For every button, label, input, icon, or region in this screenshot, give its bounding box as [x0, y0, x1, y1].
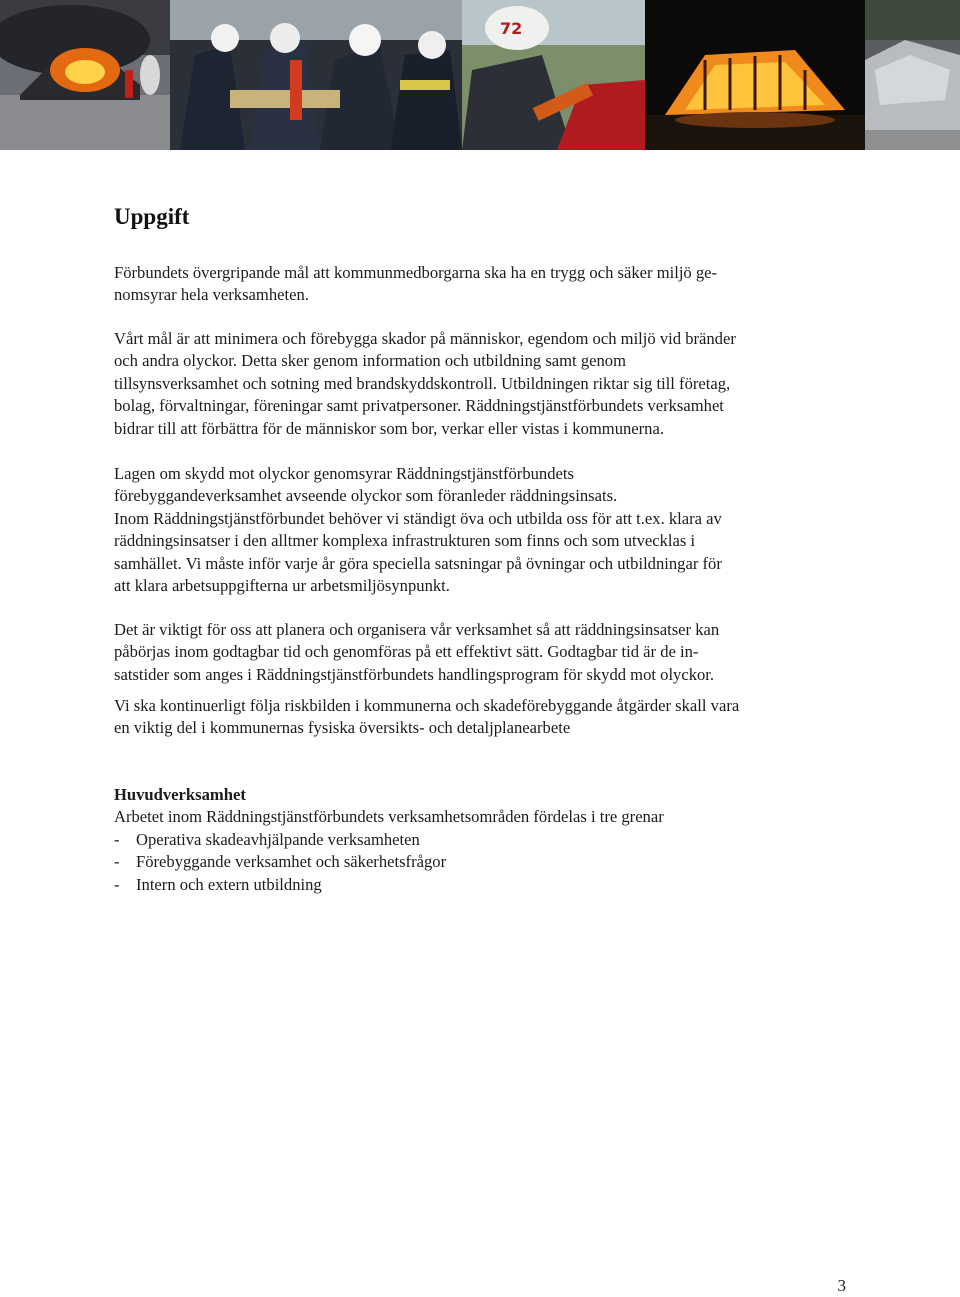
page-number: 3	[837, 1276, 846, 1295]
section-title: Huvudverksamhet	[114, 785, 246, 804]
firefighter-72-photo	[462, 0, 645, 150]
text-line: Förbundets övergripande mål att kommunmedborgarna ska ha en trygg och säker miljö ge-	[114, 263, 718, 282]
text-line: påbörjas inom godtagbar tid och genomföras på ett effektivt sätt. Godtagbar tid är de in-	[114, 642, 699, 662]
text-line: och andra olyckor. Detta sker genom information och utbildning samt genom	[114, 351, 626, 371]
crashed-car-photo	[865, 0, 960, 150]
text-line: Lagen om skydd mot olyckor genomsyrar Räddningstjänstförbundets	[114, 464, 574, 483]
text-line: räddningsinsatser i den alltmer komplexa infrastrukturen som finns och som utvecklas i	[114, 531, 696, 551]
list-dash: -	[114, 874, 120, 894]
text-line: Inom Räddningstjänstförbundet behöver vi ständigt öva och utbilda oss för att t.ex. klara av	[114, 508, 722, 528]
paragraph-4	[114, 619, 854, 686]
section-huvudverksamhet	[114, 784, 854, 896]
text-line: Vi ska kontinuerligt följa riskbilden i kommunerna och skadeförebyggande åtgärder skall vara	[114, 696, 740, 715]
section-intro: Arbetet inom Räddningstjänstförbundets verksamhetsområden fördelas i tre grenar	[114, 807, 664, 827]
list-item	[114, 851, 854, 873]
svg-text:72: 72	[500, 19, 523, 38]
paragraph-3	[114, 463, 854, 597]
text-line: bolag, förvaltningar, föreningar samt privatpersoner. Räddningstjänstförbundets verksamhet	[114, 396, 724, 416]
list-item	[114, 874, 854, 896]
text-line: en viktig del i kommunernas fysiska översikts- och detaljplanearbete	[114, 718, 571, 738]
header-photo-banner	[0, 0, 960, 150]
text-line: nomsyrar hela verksamheten.	[114, 285, 309, 305]
text-line: satstider som anges i Räddningstjänstförbundets handlingsprogram för skydd mot olyckor.	[114, 664, 715, 684]
text-line: bidrar till att förbättra för de människor som bor, verkar eller vistas i kommunerna.	[114, 418, 664, 438]
burning-house-photo	[645, 0, 865, 150]
text-line: att klara arbetsuppgifterna ur arbetsmiljösynpunkt.	[114, 576, 450, 596]
list-item-text: Förebyggande verksamhet och säkerhetsfrågor	[136, 852, 447, 872]
list-item-text: Operativa skadeavhjälpande verksamheten	[136, 829, 420, 849]
firefighters-rescue-photo	[170, 0, 462, 150]
paragraph-2	[114, 328, 854, 440]
branch-list	[114, 829, 854, 896]
paragraph-1	[114, 262, 854, 307]
text-line: Det är viktigt för oss att planera och organisera vår verksamhet så att räddningsinsatser kan	[114, 620, 720, 639]
text-line: tillsynsverksamhet och sotning med brandskyddskontroll. Utbildningen riktar sig till företag,	[114, 373, 731, 393]
car-fire-photo	[0, 0, 170, 150]
paragraph-5	[114, 695, 854, 740]
page-title: Uppgift	[114, 204, 190, 229]
text-line: förebyggandeverksamhet avseende olyckor som föranleder räddningsinsats.	[114, 486, 618, 506]
text-line: samhället. Vi måste inför varje år göra speciella satsningar på övningar och utbildningar för	[114, 553, 722, 573]
text-line: Vårt mål är att minimera och förebygga skador på människor, egendom och miljö vid bränder	[114, 329, 736, 348]
list-item	[114, 829, 854, 851]
list-item-text: Intern och extern utbildning	[136, 874, 322, 894]
list-dash: -	[114, 852, 120, 872]
list-dash: -	[114, 829, 120, 849]
